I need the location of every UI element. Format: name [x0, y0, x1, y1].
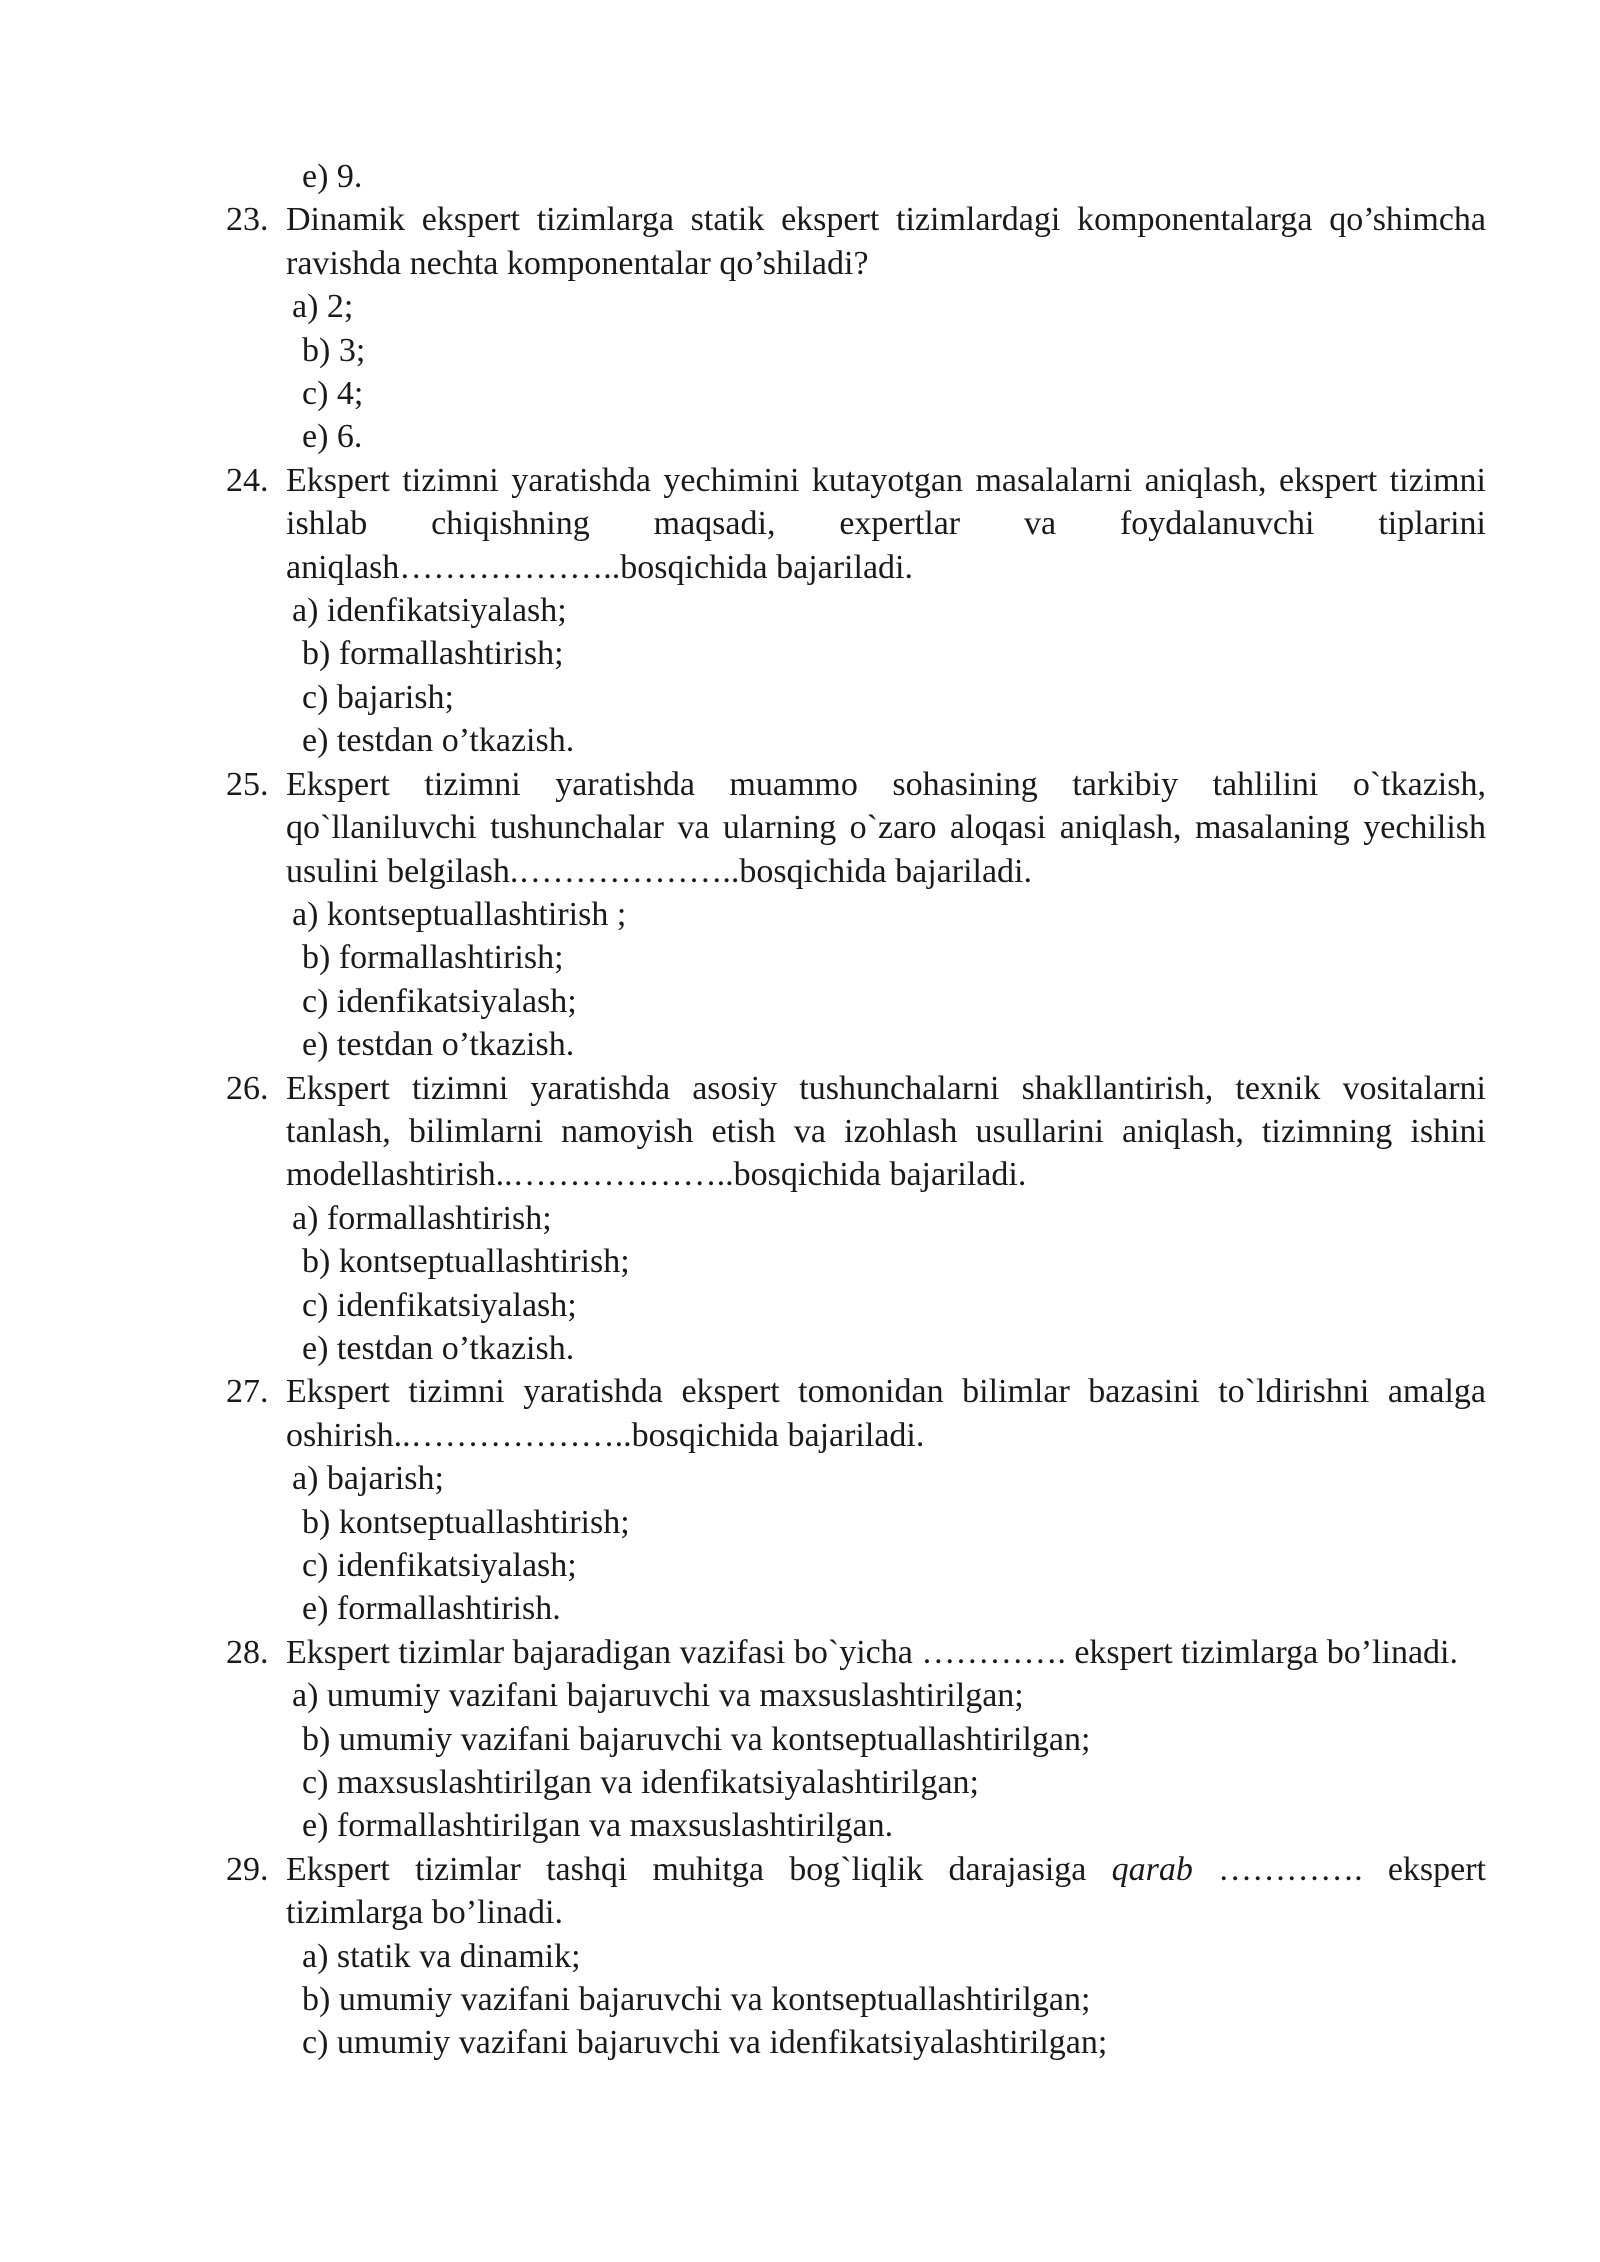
option: c) maxsuslashtirilgan va idenfikatsiyalashtirilgan; [302, 1764, 979, 1802]
option: c) idenfikatsiyalash; [302, 1286, 577, 1324]
option: a) statik va dinamik; [302, 1937, 581, 1975]
question-24 [226, 459, 1486, 589]
option: a) formallashtirish; [292, 1199, 552, 1237]
question-25 [226, 763, 1486, 893]
option: e) formallashtirish. [302, 1590, 561, 1628]
option: c) 4; [302, 375, 364, 413]
option: c) bajarish; [302, 678, 454, 716]
option: a) umumiy vazifani bajaruvchi va maxsuslashtirilgan; [292, 1677, 1024, 1715]
question-text-part: Ekspert tizimlar tashqi muhitga bog`liqlik darajasiga [286, 1850, 1112, 1888]
option: b) kontseptuallashtirish; [302, 1243, 630, 1281]
option: b) formallashtirish; [302, 939, 564, 977]
question-27 [226, 1370, 1486, 1457]
option: b) formallashtirish; [302, 635, 564, 673]
option: b) umumiy vazifani bajaruvchi va kontseptuallashtirilgan; [302, 1981, 1091, 2019]
question-text: Ekspert tizimlar bajaradigan vazifasi bo`yicha …………. ekspert tizimlarga bo’linadi. [286, 1633, 1458, 1671]
option: b) 3; [302, 331, 366, 369]
document-content [226, 155, 1486, 2065]
option: e) 6. [302, 418, 363, 456]
question-number: 29. [226, 1850, 269, 1888]
question-text-italic: qarab [1111, 1850, 1193, 1888]
option: b) kontseptuallashtirish; [302, 1503, 630, 1541]
option: e) formallashtirilgan va maxsuslashtirilgan. [302, 1807, 894, 1845]
question-text [286, 1848, 1486, 1935]
question-text: Ekspert tizimni yaratishda asosiy tushunchalarni shakllantirish, texnik vositalarni tanlash, bilimlarni namoyish etish va izohlash usullarini aniqlash, tizimning ishini modellashtirish..………………..bosqichida bajariladi. [286, 1069, 1486, 1194]
question-23 [226, 198, 1486, 285]
option: e) testdan o’tkazish. [302, 1026, 575, 1064]
option: a) bajarish; [292, 1460, 444, 1498]
question-number: 25. [226, 765, 269, 803]
question-text: Dinamik ekspert tizimlarga statik ekspert tizimlardagi komponentalarga qo’shimcha ravishda nechta komponentalar qo’shiladi? [286, 201, 1486, 282]
question-text: Ekspert tizimni yaratishda ekspert tomonidan bilimlar bazasini to`ldirishni amalga oshirish..………………..bosqichida bajariladi. [286, 1373, 1486, 1454]
option: a) idenfikatsiyalash; [292, 592, 567, 630]
option: a) 2; [292, 288, 354, 326]
option: a) kontseptuallashtirish ; [292, 895, 627, 933]
option: c) idenfikatsiyalash; [302, 1547, 577, 1584]
option: e) testdan o’tkazish. [302, 1329, 575, 1367]
question-number: 28. [226, 1633, 269, 1671]
question-29 [226, 1848, 1486, 1935]
question-number: 23. [226, 201, 269, 239]
question-number: 26. [226, 1069, 269, 1107]
question-28 [226, 1631, 1486, 1674]
question-number: 24. [226, 461, 269, 499]
question-text: Ekspert tizimni yaratishda muammo sohasining tarkibiy tahlilini o`tkazish, qo`llaniluvchi tushunchalar va ularning o`zaro aloqasi aniqlash, masalaning yechilish usulini belgilash.………………..bosqichida bajariladi. [286, 765, 1486, 890]
question-text: Ekspert tizimni yaratishda yechimini kutayotgan masalalarni aniqlash, ekspert tizimni ishlab chiqishning maqsadi, expertlar va foydalanuvchi tiplarini aniqlash………………..bosqichida bajariladi. [286, 461, 1486, 586]
question-text-part: …………. ekspert tizimlarga bo’linadi. [286, 1850, 1487, 1932]
question-number: 27. [226, 1373, 269, 1411]
question-26 [226, 1067, 1486, 1197]
option: c) umumiy vazifani bajaruvchi va idenfikatsiyalashtirilgan; [302, 2024, 1108, 2062]
option: c) idenfikatsiyalash; [302, 982, 577, 1020]
option: e) testdan o’tkazish. [302, 722, 575, 760]
carryover-option: e) 9. [302, 158, 363, 195]
option: b) umumiy vazifani bajaruvchi va kontseptuallashtirilgan; [302, 1720, 1091, 1758]
